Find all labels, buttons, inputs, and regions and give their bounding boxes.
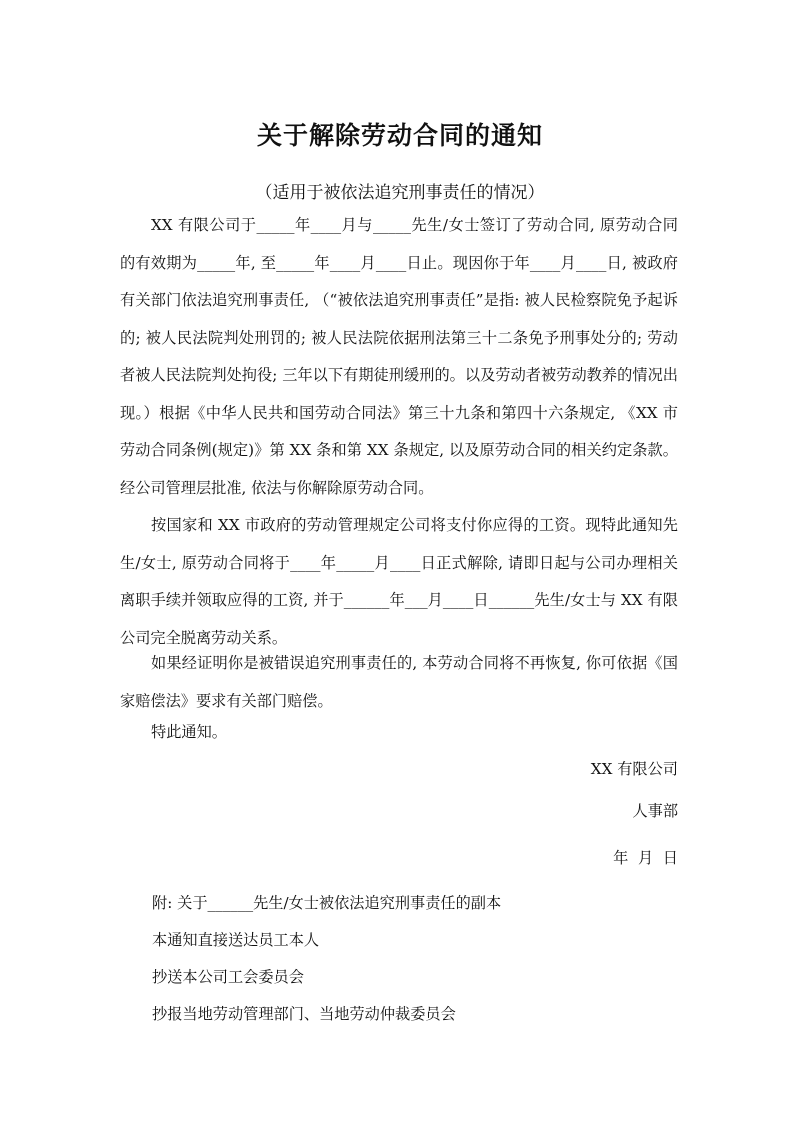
paragraph-wages-and-procedures: 按国家和 XX 市政府的劳动管理规定公司将支付你应得的工资。现特此通知先生/女士, 原劳动合同将于____年_____月____日正式解除, 请即日起与公司办理相关离职手续并领取应得的工资, 并于______年___月____日______先生/女士与 XX 有限公司完全脱离劳动关系。	[120, 516, 678, 647]
signature-date: 年 月 日	[613, 849, 678, 867]
footer-attachment: 附: 关于______先生/女士被依法追究刑事责任的副本	[152, 894, 502, 912]
footer-cc: 抄送本公司工会委员会	[152, 968, 304, 986]
paragraph-termination-details: XX 有限公司于_____年____月与_____先生/女士签订了劳动合同, 原劳动合同的有效期为_____年, 至_____年____月____日止。现因你于年____月____日, 被政府有关部门依法追究刑事责任, （“被依法追究刑事责任”是指: 被人民检察院免予起诉的; 被人民法院判处刑罚的; 被人民法院依据刑法第三十二条免予刑事处分的; 劳动者被人民法院判处拘役; 三年以下有期徒刑缓刑的。以及劳动者被劳动教养的情况出现。）根据《中华人民共和国劳动合同法》第三十九条和第四十六条规定, 《XX 市劳动合同条例(规定)》第 XX 条和第 XX 条规定, 以及原劳动合同的相关约定条款。经公司管理层批准, 依法与你解除原劳动合同。	[120, 216, 678, 497]
document-subtitle: （适用于被依法追究刑事责任的情况）	[255, 183, 545, 203]
paragraph-compensation: 如果经证明你是被错误追究刑事责任的, 本劳动合同将不再恢复, 你可依据《国家赔偿法》要求有关部门赔偿。	[120, 654, 678, 710]
footer-delivery: 本通知直接送达员工本人	[152, 931, 320, 949]
signature-company: XX 有限公司	[590, 760, 678, 778]
document-title: 关于解除劳动合同的通知	[256, 121, 543, 150]
footer-report: 抄报当地劳动管理部门、当地劳动仲裁委员会	[152, 1005, 456, 1023]
paragraph-notice-closing: 特此通知。	[151, 723, 227, 741]
signature-department: 人事部	[632, 802, 678, 820]
